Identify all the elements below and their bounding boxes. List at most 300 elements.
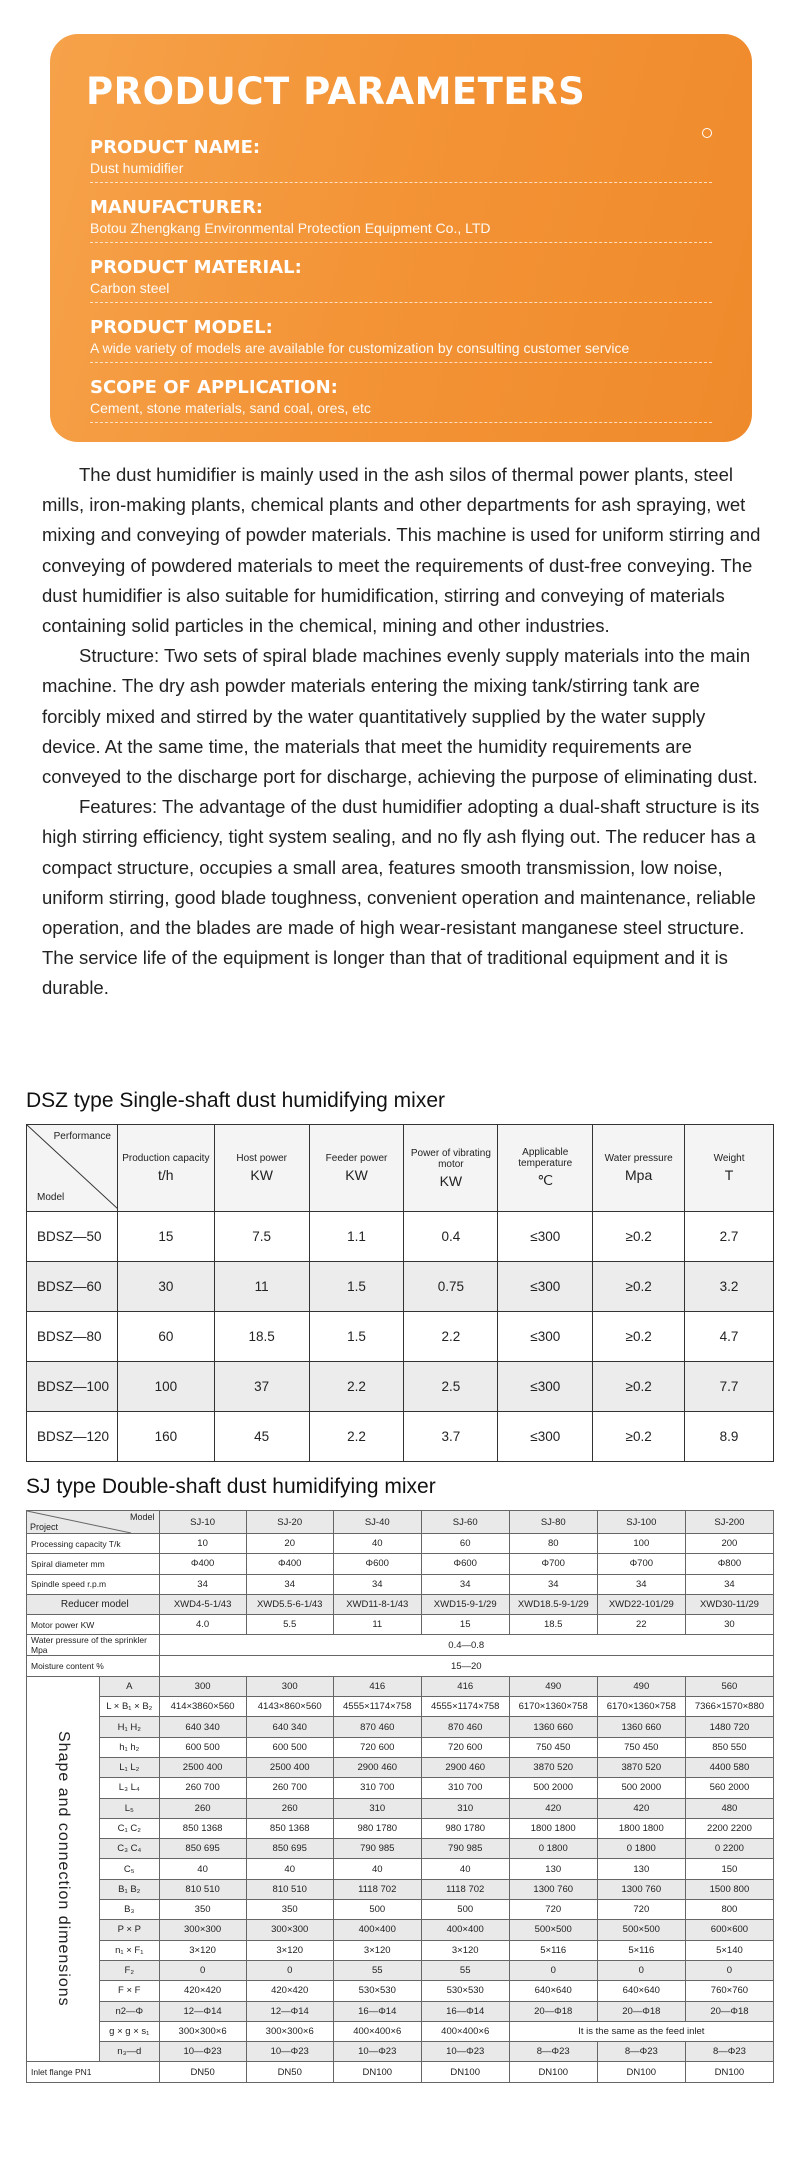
table-row [27,1574,774,1594]
sj-corner-header [27,1511,160,1534]
table-cell: 850 550 [685,1737,773,1757]
table-row [27,1940,774,1960]
table-cell: 3×120 [246,1940,333,1960]
table-cell: 0.4 [404,1212,498,1262]
table-cell: 55 [421,1960,509,1980]
table-cell: 1480 720 [685,1717,773,1737]
table-cell: 34 [421,1574,509,1594]
table-cell: 20 [246,1534,333,1554]
table-cell: 60 [421,1534,509,1554]
side-label: Shape and connection dimensions [27,1676,100,2062]
column-header-label: Feeder power [325,1153,388,1164]
table-cell: 40 [246,1859,333,1879]
table-cell: 7.5 [214,1212,309,1262]
table-cell: 1360 660 [597,1717,685,1737]
column-header-unit: KW [439,1172,463,1189]
column-header-label: Weight [713,1153,745,1164]
table-cell: Φ400 [159,1554,246,1574]
table-cell: 80 [509,1534,597,1554]
dimension-label: B₁ B₂ [100,1879,160,1899]
table-cell: 300 [246,1676,333,1696]
table-cell: 1500 800 [685,1879,773,1899]
parameter-value: Carbon steel [90,280,170,296]
parameter-item [90,257,712,303]
table-cell: 8—Φ23 [597,2042,685,2062]
column-header [685,1125,774,1212]
table-cell: 600 500 [159,1737,246,1757]
table-cell: 0 1800 [509,1839,597,1859]
table-cell: 260 [159,1798,246,1818]
parameter-label: PRODUCT MATERIAL: [90,257,302,278]
table-cell: 18.5 [509,1615,597,1635]
table-row [27,1778,774,1798]
table-cell: 800 [685,1900,773,1920]
table-cell: Φ700 [509,1554,597,1574]
table-cell: 850 1368 [159,1818,246,1838]
table-cell: 130 [597,1859,685,1879]
circle-icon [702,128,712,138]
table-row [27,1839,774,1859]
table-cell: 15 [421,1615,509,1635]
table-cell: 720 600 [421,1737,509,1757]
table-row [27,1879,774,1899]
paragraph: Features: The advantage of the dust humidifier adopting a dual-shaft structure is its high stirring efficiency, tight system sealing, and no fly ash flying out. The reducer has a compact structure, occupies a small area, features smooth transmission, low noise, uniform stirring, good blade toughness, convenient operation and maintenance, reliable operation, and the blades are made of high wear-resistant manganese steel structure. The service life of the equipment is longer than that of traditional equipment and it is durable. [42,796,760,999]
table-cell: 2.2 [309,1412,404,1462]
paragraph: The dust humidifier is mainly used in the ash silos of thermal power plants, steel mills, iron-making plants, chemical plants and other departments for ash spraying, wet mixing and conveying of powder materials. This machine is used for uniform stirring and conveying of powdered materials to meet the requirements of dust-free conveying. The dust humidifier is also suitable for humidification, stirring and conveying of materials containing solid particles in the chemical, mining and other industries. [42,464,761,637]
table-cell: 40 [333,1859,421,1879]
row-label: Processing capacity T/k [27,1534,160,1554]
table-cell: 300 [159,1676,246,1696]
parameter-value: Dust humidifier [90,160,184,176]
table-cell: 870 460 [333,1717,421,1737]
column-header-unit: t/h [158,1167,174,1183]
table-cell: 8—Φ23 [685,2042,773,2062]
table-row [27,1676,774,1696]
column-header-unit: KW [345,1167,368,1183]
row-label: Moisture content % [27,1656,160,1676]
parameter-value: Botou Zhengkang Environmental Protection Equipment Co., LTD [90,220,491,236]
table-cell: 500 [333,1900,421,1920]
table-cell: 7.7 [685,1362,774,1412]
table-cell: 480 [685,1798,773,1818]
table-cell: 414×3860×560 [159,1697,246,1717]
row-label: Spindle speed r.p.m [27,1574,160,1594]
table-cell: 16—Φ14 [421,2001,509,2021]
table-cell: 490 [509,1676,597,1696]
table-cell: ≤300 [498,1362,593,1412]
table-cell: 34 [333,1574,421,1594]
table-cell: DN100 [509,2062,597,2082]
dsz-spec-table [26,1124,774,1462]
table-cell: 12—Φ14 [246,2001,333,2021]
table-cell: 11 [333,1615,421,1635]
table-cell: DN100 [333,2062,421,2082]
table-cell: 790 985 [333,1839,421,1859]
table-cell: 260 700 [159,1778,246,1798]
table-cell: 760×760 [685,1981,773,2001]
table-row [27,1262,774,1312]
table-cell: 810 510 [159,1879,246,1899]
parameter-label: PRODUCT MODEL: [90,317,273,338]
table-cell: 16—Φ14 [333,2001,421,2021]
table-cell: 500 2000 [509,1778,597,1798]
corner-top-label: Performance [53,1131,111,1142]
dsz-section-title: DSZ type Single-shaft dust humidifying mixer [26,1089,446,1112]
table-row [27,1554,774,1574]
model-header: SJ-200 [685,1511,773,1534]
table-row [27,1900,774,1920]
table-cell: 300×300 [159,1920,246,1940]
column-header-unit: Mpa [625,1167,653,1183]
dimension-label: L₅ [100,1798,160,1818]
table-cell: 490 [597,1676,685,1696]
table-cell: 3×120 [333,1940,421,1960]
table-cell: 30 [117,1262,214,1312]
table-cell: 10—Φ23 [421,2042,509,2062]
dimension-label: L × B₁ × B₂ [100,1697,160,1717]
table-row [27,1859,774,1879]
table-cell: 34 [159,1574,246,1594]
table-cell: Φ700 [597,1554,685,1574]
parameter-item [90,377,712,423]
table-cell: 1.5 [309,1262,404,1312]
table-row [27,1615,774,1635]
table-cell: ≥0.2 [593,1312,685,1362]
table-cell: 34 [246,1574,333,1594]
table-cell: 8—Φ23 [509,2042,597,2062]
table-cell: 850 1368 [246,1818,333,1838]
table-cell: 3.2 [685,1262,774,1312]
table-cell: Φ800 [685,1554,773,1574]
column-header [404,1125,498,1212]
table-cell: BDSZ—120 [27,1412,118,1462]
table-cell: 420×420 [159,1981,246,2001]
table-cell: 2.2 [309,1362,404,1412]
table-cell: 0 [597,1960,685,1980]
table-cell: 34 [685,1574,773,1594]
parameter-value: A wide variety of models are available for customization by consulting customer service [90,340,630,356]
table-cell: 0.75 [404,1262,498,1312]
table-cell: ≤300 [498,1262,593,1312]
table-cell: 160 [117,1412,214,1462]
column-header [593,1125,685,1212]
dimension-label: n2—Φ [100,2001,160,2021]
table-cell: BDSZ—60 [27,1262,118,1312]
table-cell: 400×400×6 [421,2021,509,2041]
table-cell: XWD11-8-1/43 [333,1594,421,1614]
column-header-label: Applicable temperature [518,1147,573,1169]
table-cell: 310 700 [421,1778,509,1798]
table-cell: 1118 702 [421,1879,509,1899]
table-cell: 20—Φ18 [597,2001,685,2021]
table-cell: 300×300×6 [159,2021,246,2041]
table-cell: 260 [246,1798,333,1818]
table-cell: 790 985 [421,1839,509,1859]
merged-note: It is the same as the feed inlet [509,2021,773,2041]
table-cell: 11 [214,1262,309,1312]
table-cell: ≤300 [498,1312,593,1362]
table-cell: 300×300 [246,1920,333,1940]
sj-spec-table [26,1510,774,2083]
dimension-label: F × F [100,1981,160,2001]
column-header [309,1125,404,1212]
table-cell: 350 [246,1900,333,1920]
table-cell: 20—Φ18 [685,2001,773,2021]
model-header: SJ-100 [597,1511,685,1534]
table-cell: 310 [333,1798,421,1818]
table-cell: 100 [117,1362,214,1412]
table-row [27,1960,774,1980]
merged-cell: 0.4—0.8 [159,1635,773,1656]
table-cell: 40 [421,1859,509,1879]
table-cell: 400×400 [421,1920,509,1940]
table-cell: 2.5 [404,1362,498,1412]
table-cell: 416 [333,1676,421,1696]
merged-cell: 15—20 [159,1656,773,1676]
table-cell: 500 2000 [597,1778,685,1798]
row-label: Water pressure of the sprinkler Mpa [27,1635,160,1656]
table-row [27,1534,774,1554]
table-cell: 5×140 [685,1940,773,1960]
table-cell: DN100 [685,2062,773,2082]
table-cell: 560 2000 [685,1778,773,1798]
dimension-label: C₅ [100,1859,160,1879]
corner-bottom-label: Model [37,1192,65,1203]
table-cell: Φ600 [333,1554,421,1574]
table-row [27,1920,774,1940]
table-cell: 60 [117,1312,214,1362]
dimension-label: C₃ C₄ [100,1839,160,1859]
table-row [27,1818,774,1838]
table-row [27,1737,774,1757]
paragraph: Structure: Two sets of spiral blade machines evenly supply materials into the main machine. The dry ash powder materials entering the mixing tank/stirring tank are forcibly mixed and stirred by the water quantitatively supplied by the water supply device. At the same time, the materials that meet the humidity requirements are conveyed to the discharge port for discharge, achieving the purpose of eliminating dust. [42,645,758,788]
dimension-label: L₃ L₄ [100,1778,160,1798]
table-row [27,1798,774,1818]
table-row [27,1212,774,1262]
table-cell: 5.5 [246,1615,333,1635]
dimension-label: P × P [100,1920,160,1940]
table-row [27,1412,774,1462]
table-cell: 260 700 [246,1778,333,1798]
table-cell: 2.7 [685,1212,774,1262]
table-cell: XWD22-101/29 [597,1594,685,1614]
table-cell: 10 [159,1534,246,1554]
dimension-label: L₁ L₂ [100,1757,160,1777]
corner-top-label: Model [130,1512,155,1522]
table-cell: 850 695 [246,1839,333,1859]
table-cell: 420×420 [246,1981,333,2001]
table-cell: 100 [597,1534,685,1554]
table-cell: 3870 520 [509,1757,597,1777]
table-cell: 1118 702 [333,1879,421,1899]
table-cell: 3.7 [404,1412,498,1462]
parameter-label: PRODUCT NAME: [90,137,261,158]
table-cell: BDSZ—50 [27,1212,118,1262]
table-cell: 416 [421,1676,509,1696]
table-cell: 0 [509,1960,597,1980]
table-cell: 720 [509,1900,597,1920]
table-cell: 2.2 [404,1312,498,1362]
dimension-label: g × g × s₁ [100,2021,160,2041]
table-cell: 500×500 [509,1920,597,1940]
table-cell: 1.1 [309,1212,404,1262]
parameter-label: MANUFACTURER: [90,197,264,218]
table-cell: 12—Φ14 [159,2001,246,2021]
row-label: Spiral diameter mm [27,1554,160,1574]
table-cell: 1300 760 [597,1879,685,1899]
table-cell: 980 1780 [333,1818,421,1838]
table-cell: 400×400×6 [333,2021,421,2041]
table-cell: 640 340 [246,1717,333,1737]
table-cell: XWD5.5-6-1/43 [246,1594,333,1614]
table-cell: 420 [597,1798,685,1818]
table-cell: 310 700 [333,1778,421,1798]
dimension-label: h₁ h₂ [100,1737,160,1757]
table-cell: 560 [685,1676,773,1696]
table-cell: 150 [685,1859,773,1879]
table-cell: 34 [597,1574,685,1594]
table-cell: 37 [214,1362,309,1412]
table-cell: 18.5 [214,1312,309,1362]
sj-section-title: SJ type Double-shaft dust humidifying mixer [26,1475,436,1498]
column-header [214,1125,309,1212]
table-cell: 4143×860×560 [246,1697,333,1717]
table-cell: 600 500 [246,1737,333,1757]
table-cell: 15 [117,1212,214,1262]
table-cell: Φ400 [246,1554,333,1574]
table-cell: 10—Φ23 [246,2042,333,2062]
column-header-unit: KW [250,1167,273,1183]
description-text [42,460,762,1004]
model-header: SJ-60 [421,1511,509,1534]
table-row [27,1697,774,1717]
table-cell: BDSZ—80 [27,1312,118,1362]
table-row [27,2001,774,2021]
table-cell: XWD4-5-1/43 [159,1594,246,1614]
table-cell: 720 [597,1900,685,1920]
table-cell: 4555×1174×758 [421,1697,509,1717]
table-cell: ≥0.2 [593,1262,685,1312]
table-cell: 0 [159,1960,246,1980]
table-cell: 6170×1360×758 [509,1697,597,1717]
table-row [27,1981,774,2001]
table-cell: 5×116 [597,1940,685,1960]
table-cell: 0 1800 [597,1839,685,1859]
product-parameters-card [50,34,752,442]
model-header: SJ-80 [509,1511,597,1534]
table-cell: 34 [509,1574,597,1594]
table-cell: 1300 760 [509,1879,597,1899]
table-row [27,1635,774,1656]
table-row [27,1656,774,1676]
column-header-label: Power of vibrating motor [410,1147,491,1170]
parameter-item [90,197,712,243]
table-cell: XWD18.5-9-1/29 [509,1594,597,1614]
dimension-label: n₁ × F₁ [100,1940,160,1960]
table-cell: 530×530 [421,1981,509,2001]
table-cell: 0 [246,1960,333,1980]
table-cell: 640×640 [597,1981,685,2001]
table-cell: 640×640 [509,1981,597,2001]
table-cell: 6170×1360×758 [597,1697,685,1717]
table-cell: ≤300 [498,1212,593,1262]
table-cell: 40 [333,1534,421,1554]
table-cell: 640 340 [159,1717,246,1737]
table-cell: 7366×1570×880 [685,1697,773,1717]
table-cell: 4.7 [685,1312,774,1362]
table-row [27,1511,774,1534]
table-cell: 30 [685,1615,773,1635]
table-cell: 810 510 [246,1879,333,1899]
column-header-label: Water pressure [604,1153,673,1164]
dimension-label: F₂ [100,1960,160,1980]
table-cell: 4400 580 [685,1757,773,1777]
table-cell: XWD15-9-1/29 [421,1594,509,1614]
table-cell: 130 [509,1859,597,1879]
table-cell: 20—Φ18 [509,2001,597,2021]
table-cell: 400×400 [333,1920,421,1940]
table-row [27,2062,774,2082]
table-cell: 3×120 [159,1940,246,1960]
table-cell: 870 460 [421,1717,509,1737]
table-row [27,1362,774,1412]
table-cell: 200 [685,1534,773,1554]
table-cell: 4.0 [159,1615,246,1635]
parameter-list [86,137,716,423]
table-cell: XWD30-11/29 [685,1594,773,1614]
dimension-label: A [100,1676,160,1696]
table-cell: BDSZ—100 [27,1362,118,1412]
table-cell: DN50 [246,2062,333,2082]
dsz-corner-header [27,1125,118,1212]
table-cell: 720 600 [333,1737,421,1757]
table-cell: 10—Φ23 [159,2042,246,2062]
table-cell: 350 [159,1900,246,1920]
column-header-label: Production capacity [122,1153,210,1164]
table-cell: 530×530 [333,1981,421,2001]
column-header-unit: ℃ [537,1172,554,1188]
column-header-unit: T [724,1167,734,1183]
table-cell: 1360 660 [509,1717,597,1737]
table-row [27,2042,774,2062]
model-header: SJ-10 [159,1511,246,1534]
row-label: Motor power KW [27,1615,160,1635]
table-row [27,1717,774,1737]
table-cell: 1.5 [309,1312,404,1362]
card-title: PRODUCT PARAMETERS [86,70,586,113]
row-label: Reducer model [27,1594,160,1614]
table-cell: 750 450 [597,1737,685,1757]
table-cell: 3×120 [421,1940,509,1960]
model-header: SJ-20 [246,1511,333,1534]
dimension-label: H₁ H₂ [100,1717,160,1737]
table-row [27,1594,774,1614]
table-cell: 600×600 [685,1920,773,1940]
table-row [27,1312,774,1362]
column-header [498,1125,593,1212]
table-cell: Φ600 [421,1554,509,1574]
table-cell: 980 1780 [421,1818,509,1838]
table-cell: 10—Φ23 [333,2042,421,2062]
table-cell: 500×500 [597,1920,685,1940]
table-cell: 850 695 [159,1839,246,1859]
column-header [117,1125,214,1212]
table-cell: 2500 400 [246,1757,333,1777]
table-cell: DN100 [597,2062,685,2082]
table-cell: 750 450 [509,1737,597,1757]
table-cell: 300×300×6 [246,2021,333,2041]
table-cell: 22 [597,1615,685,1635]
